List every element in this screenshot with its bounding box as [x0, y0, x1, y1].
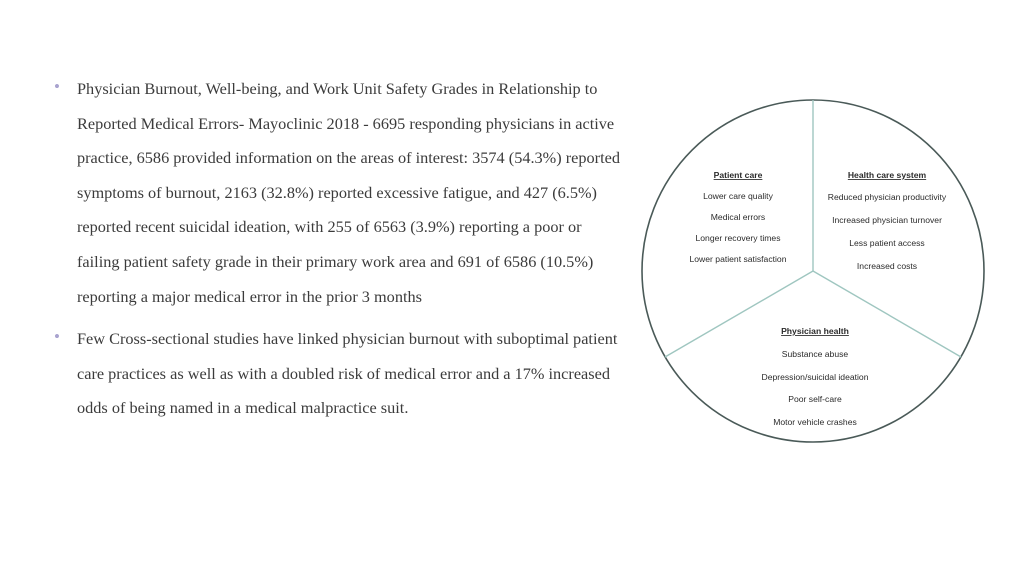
- sector-item: Less patient access: [849, 238, 925, 248]
- sector-item: Reduced physician productivity: [827, 192, 947, 202]
- sector-item: Medical errors: [710, 212, 766, 222]
- bullet-mayo-study: [54, 72, 624, 314]
- sector-heading: Physician health: [781, 326, 849, 336]
- sector-heading: Health care system: [847, 170, 927, 180]
- sector-item: Substance abuse: [781, 349, 849, 359]
- burnout-consequences-diagram: [638, 96, 988, 446]
- bullet-list: [54, 72, 624, 426]
- bullet-text: Physician Burnout, Well-being, and Work Unit Safety Grades in Relationship to Reported Medical Errors- Mayoclinic 2018 - 6695 responding physicians in active practice, 6586 provided information on the areas of interest: 3574 (54.3%) reported symptoms of burnout, 2163 (32.8%) reported excessive fatigue, and 427 (6.5%) reported recent suicidal ideation, with 255 of 6563 (3.9%) reporting a poor or failing patient safety grade in their primary work area and 691 of 6586 (10.5%) reporting a major medical error in the prior 3 months: [77, 79, 620, 306]
- sector-item: Lower care quality: [703, 191, 773, 201]
- sector-heading: Patient care: [713, 170, 763, 180]
- sector-item: Increased costs: [856, 261, 918, 271]
- sector-item: Poor self-care: [788, 394, 842, 404]
- bullet-text: Few Cross-sectional studies have linked physician burnout with suboptimal patient care practices as well as with a doubled risk of medical error and a 17% increased odds of being named in a medical malpractice suit.: [77, 329, 618, 418]
- bullet-dot-icon: •: [54, 77, 60, 96]
- sector-item: Longer recovery times: [695, 233, 781, 243]
- sector-item: Depression/suicidal ideation: [761, 372, 869, 382]
- bullet-dot-icon: •: [54, 327, 60, 347]
- sector-item: Motor vehicle crashes: [773, 417, 857, 427]
- bullet-cross-sectional-studies: [54, 322, 624, 426]
- sector-item: Increased physician turnover: [832, 215, 942, 225]
- sector-item: Lower patient satisfaction: [689, 254, 787, 264]
- circle-diagram: [638, 96, 988, 446]
